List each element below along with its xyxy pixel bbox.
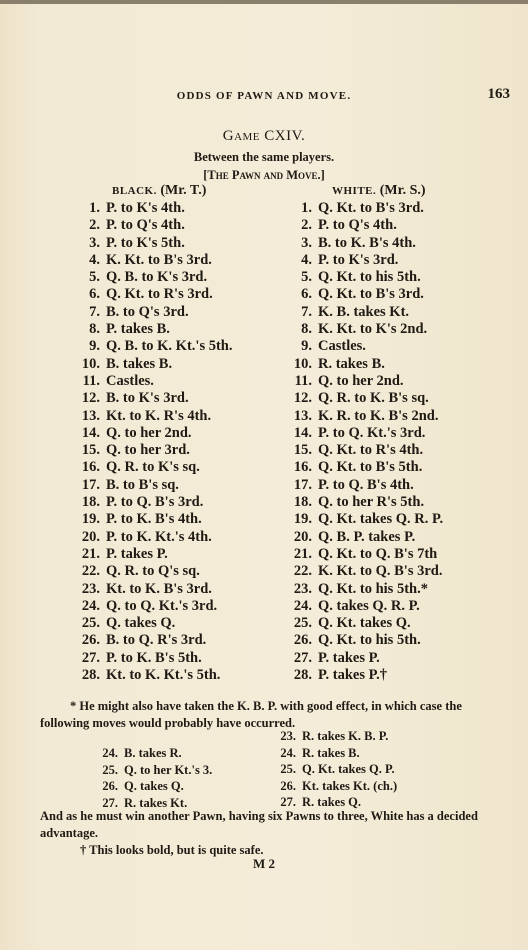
move-text: B. takes R. (124, 746, 182, 760)
move-text: Q. Kt. to his 5th. (318, 632, 421, 649)
white-move-row (286, 529, 443, 546)
white-move-row (286, 598, 443, 615)
black-move-row (74, 581, 232, 598)
move-number: 3. (89, 234, 100, 251)
white-move-row (286, 235, 443, 252)
move-text: R. takes B. (318, 355, 385, 372)
white-move-row (286, 546, 443, 563)
white-player-label: (Mr. S.) (379, 183, 426, 198)
move-number: 24. (280, 745, 296, 760)
black-move-row (74, 390, 232, 407)
white-move-row (286, 563, 443, 580)
move-number: 26. (293, 632, 312, 649)
move-number: 24. (293, 597, 312, 614)
black-move-row (74, 563, 232, 580)
move-text: Q. to Q. Kt.'s 3rd. (106, 597, 218, 614)
running-head: ODDS OF PAWN AND MOVE. (176, 90, 352, 102)
black-column-header (112, 183, 206, 199)
move-number: 3. (301, 234, 312, 251)
black-move-row (74, 615, 232, 632)
black-move-row (74, 459, 232, 476)
move-text: Q. Kt. to B's 3rd. (318, 200, 424, 216)
move-number: 21. (293, 545, 312, 562)
move-number: 20. (81, 528, 100, 545)
footnote-conclusion: And as he must win another Pawn, having six Pawns to three, White has a decided advantage. (40, 809, 478, 840)
white-side-label: WHITE. (332, 185, 377, 197)
move-number: 5. (301, 269, 312, 286)
move-number: 7. (301, 303, 312, 320)
move-text: Kt. to K. Kt.'s 5th. (106, 667, 221, 684)
move-text: P. to Q's 4th. (106, 217, 185, 234)
move-text: P. to Q. B's 4th. (318, 476, 414, 493)
white-move-row (286, 667, 443, 684)
move-text: P. to K's 3rd. (318, 251, 399, 268)
white-move-row (286, 252, 443, 269)
move-text: R. takes Q. (302, 795, 362, 809)
variation-black-row (96, 778, 212, 795)
move-number: 12. (81, 390, 100, 407)
move-number: 6. (89, 286, 100, 303)
move-number: 8. (301, 321, 312, 338)
black-move-row (74, 546, 232, 563)
move-text: Q. to her 2nd. (106, 424, 192, 441)
black-move-row (74, 321, 232, 338)
black-move-row (74, 442, 232, 459)
move-number: 19. (293, 511, 312, 528)
move-text: Q. to her 2nd. (318, 372, 404, 389)
move-text: P. to Q's 4th. (318, 217, 397, 234)
black-side-label: BLACK. (112, 185, 157, 197)
move-text: P. to K. Kt.'s 4th. (106, 528, 212, 545)
move-number: 27. (293, 649, 312, 666)
move-number: 1. (301, 200, 312, 216)
white-move-row (286, 304, 443, 321)
move-text: Q. to her R's 5th. (318, 494, 425, 511)
move-text: K. B. takes Kt. (318, 303, 410, 320)
game-title: Game CXIV. (222, 128, 306, 144)
move-text: Q. Kt. to R's 3rd. (106, 286, 213, 303)
move-number: 15. (81, 442, 100, 459)
move-text: K. R. to K. B's 2nd. (318, 407, 439, 424)
variation-white-row (274, 778, 397, 795)
move-text: Q. Kt. to B's 5th. (318, 459, 423, 476)
top-edge-rule (0, 0, 528, 4)
black-move-row (74, 217, 232, 234)
white-move-row (286, 321, 443, 338)
black-move-row (74, 269, 232, 286)
move-text: Q. Kt. to Q. B's 7th (318, 545, 438, 562)
black-move-row (74, 598, 232, 615)
black-move-row (74, 338, 232, 355)
white-move-row (286, 408, 443, 425)
move-number: 25. (293, 615, 312, 632)
move-text: K. Kt. to K's 2nd. (318, 321, 428, 338)
move-number: 13. (81, 407, 100, 424)
variation-white-row (274, 728, 397, 745)
move-number: 11. (294, 372, 312, 389)
footnote-dagger: † This looks bold, but is quite safe. (80, 843, 264, 857)
move-text: Q. Kt. takes Q. P. (302, 762, 395, 776)
black-move-row (74, 494, 232, 511)
black-move-row (74, 650, 232, 667)
move-text: Q. Kt. to R's 4th. (318, 442, 424, 459)
move-number: 21. (81, 545, 100, 562)
move-number: 24. (81, 597, 100, 614)
black-move-row (74, 425, 232, 442)
move-text: P. takes P. (106, 545, 168, 562)
move-text: P. takes P.† (318, 667, 388, 684)
white-move-row (286, 338, 443, 355)
white-move-row (286, 494, 443, 511)
move-text: Q. B. P. takes P. (318, 528, 416, 545)
move-number: 17. (293, 476, 312, 493)
black-move-row (74, 477, 232, 494)
white-move-row (286, 356, 443, 373)
game-subtitle: Between the same players. (193, 150, 335, 164)
move-text: Q. Kt. takes Q. R. P. (318, 511, 444, 528)
white-move-row (286, 442, 443, 459)
move-number: 22. (293, 563, 312, 580)
move-number: 23. (293, 580, 312, 597)
footnote-variation-intro: * He might also have taken the K. B. P. with good effect, in which case the following moves would probably have occurred. (40, 699, 462, 730)
move-text: Q. R. to K's sq. (106, 459, 200, 476)
move-number: 16. (293, 459, 312, 476)
move-number: 26. (81, 632, 100, 649)
variation-black-list (96, 745, 212, 811)
white-move-row (286, 373, 443, 390)
white-moves-list (286, 200, 443, 684)
move-number: 28. (293, 667, 312, 684)
move-number: 5. (89, 269, 100, 286)
move-text: K. Kt. to B's 3rd. (106, 251, 212, 268)
move-text: Q. B. to K. Kt.'s 5th. (106, 338, 233, 355)
move-number: 11. (82, 372, 100, 389)
variation-white-row (274, 745, 397, 762)
move-text: Q. takes Q. (106, 615, 176, 632)
move-number: 16. (81, 459, 100, 476)
move-number: 26. (102, 779, 118, 793)
variation-white-row (274, 761, 397, 778)
move-text: R. takes K. B. P. (302, 729, 389, 743)
black-move-row (74, 511, 232, 528)
move-number: 14. (81, 424, 100, 441)
move-number: 4. (301, 251, 312, 268)
move-number: 1. (89, 200, 100, 216)
white-column-header (332, 183, 426, 199)
move-number: 2. (89, 217, 100, 234)
move-text: R. takes B. (302, 745, 360, 760)
move-text: B. to Q's 3rd. (106, 303, 189, 320)
move-number: 14. (293, 424, 312, 441)
move-number: 26. (280, 778, 296, 793)
black-move-row (74, 286, 232, 303)
move-text: Kt. to K. B's 3rd. (106, 580, 212, 597)
move-text: B. to K. B's 4th. (318, 234, 416, 251)
move-number: 23. (280, 729, 296, 743)
variation-black-row (96, 745, 212, 762)
page-number: 163 (487, 86, 510, 102)
move-number: 9. (89, 338, 100, 355)
black-move-row (74, 304, 232, 321)
move-text: Q. takes Q. (124, 779, 184, 793)
move-number: 19. (81, 511, 100, 528)
black-move-row (74, 373, 232, 390)
opening-name: [The Pawn and Move.] (203, 168, 325, 182)
move-text: Q. to her Kt.'s 3. (124, 762, 213, 777)
move-text: P. to K's 5th. (106, 234, 185, 251)
black-moves-list (74, 200, 232, 684)
move-number: 17. (81, 476, 100, 493)
move-number: 24. (102, 746, 118, 760)
white-move-row (286, 632, 443, 649)
move-text: K. Kt. to Q. B's 3rd. (318, 563, 443, 580)
white-move-row (286, 217, 443, 234)
move-number: 27. (81, 649, 100, 666)
move-number: 27. (280, 795, 296, 809)
move-number: 4. (89, 251, 100, 268)
black-move-row (74, 667, 232, 684)
white-move-row (286, 477, 443, 494)
move-text: R. takes Kt. (124, 795, 188, 810)
move-number: 6. (301, 286, 312, 303)
move-text: P. to K. B's 5th. (106, 649, 202, 666)
move-number: 18. (81, 494, 100, 511)
move-number: 13. (293, 407, 312, 424)
white-move-row (286, 650, 443, 667)
move-text: P. to Q. B's 3rd. (106, 494, 204, 511)
move-text: Q. Kt. takes Q. (318, 615, 411, 632)
move-text: Q. R. to Q's sq. (106, 563, 200, 580)
move-text: Castles. (318, 338, 366, 355)
move-text: B. to Q. R's 3rd. (106, 632, 207, 649)
black-move-row (74, 235, 232, 252)
white-move-row (286, 286, 443, 303)
black-move-row (74, 529, 232, 546)
white-move-row (286, 200, 443, 217)
move-number: 25. (102, 762, 118, 777)
move-text: P. to Q. Kt.'s 3rd. (318, 424, 426, 441)
move-number: 15. (293, 442, 312, 459)
move-text: Q. to her 3rd. (106, 442, 190, 459)
move-number: 7. (89, 303, 100, 320)
move-number: 22. (81, 563, 100, 580)
move-number: 10. (81, 355, 100, 372)
black-move-row (74, 200, 232, 217)
white-move-row (286, 425, 443, 442)
move-text: Q. takes Q. R. P. (318, 597, 420, 614)
move-text: B. to B's sq. (106, 476, 179, 493)
move-text: Q. B. to K's 3rd. (106, 269, 208, 286)
white-move-row (286, 390, 443, 407)
move-text: P. to K. B's 4th. (106, 511, 202, 528)
signature-mark: M 2 (252, 856, 276, 871)
move-text: Q. R. to K. B's sq. (318, 390, 429, 407)
move-number: 28. (81, 667, 100, 684)
black-move-row (74, 356, 232, 373)
move-number: 25. (280, 762, 296, 776)
move-number: 25. (81, 615, 100, 632)
move-number: 18. (293, 494, 312, 511)
black-move-row (74, 632, 232, 649)
variation-black-row (96, 762, 212, 779)
move-number: 8. (89, 321, 100, 338)
variation-white-list (274, 728, 397, 811)
move-text: Q. Kt. to B's 3rd. (318, 286, 424, 303)
move-number: 23. (81, 580, 100, 597)
white-move-row (286, 511, 443, 528)
move-number: 27. (102, 795, 118, 810)
move-text: B. to K's 3rd. (106, 390, 189, 407)
move-number: 20. (293, 528, 312, 545)
move-text: P. takes B. (106, 321, 170, 338)
move-text: P. to K's 4th. (106, 200, 185, 216)
move-number: 9. (301, 338, 312, 355)
black-player-label: (Mr. T.) (160, 183, 207, 198)
move-text: Kt. to K. R's 4th. (106, 407, 212, 424)
move-number: 2. (301, 217, 312, 234)
white-move-row (286, 459, 443, 476)
black-move-row (74, 252, 232, 269)
white-move-row (286, 269, 443, 286)
move-number: 10. (293, 355, 312, 372)
move-text: B. takes B. (106, 355, 173, 372)
move-number: 12. (293, 390, 312, 407)
white-move-row (286, 581, 443, 598)
white-move-row (286, 615, 443, 632)
black-move-row (74, 408, 232, 425)
move-text: Q. Kt. to his 5th. (318, 269, 421, 286)
move-text: P. takes P. (318, 649, 380, 666)
move-text: Q. Kt. to his 5th.* (318, 580, 428, 597)
move-text: Kt. takes Kt. (ch.) (302, 778, 398, 793)
move-text: Castles. (106, 372, 154, 389)
